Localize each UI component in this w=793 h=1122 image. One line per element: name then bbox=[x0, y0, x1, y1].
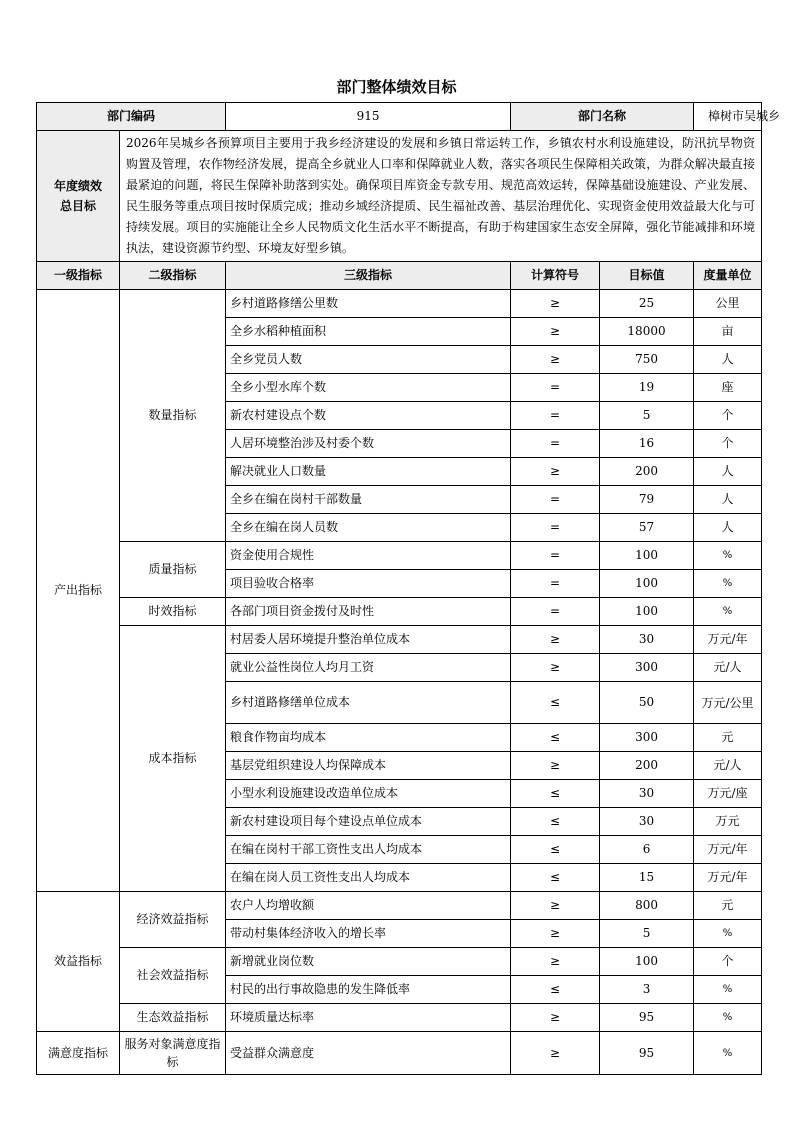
indicator-name: 各部门项目资金拨付及时性 bbox=[226, 598, 511, 626]
col-unit: 度量单位 bbox=[694, 262, 762, 290]
target-value: 15 bbox=[600, 864, 694, 892]
level1-benefit: 效益指标 bbox=[37, 892, 120, 1032]
unit: 元 bbox=[694, 724, 762, 752]
annual-goal-text: 2026年吴城乡各预算项目主要用于我乡经济建设的发展和乡镇日常运转工作，乡镇农村水利设施建设，防汛抗旱物资购置及管理，农作物经济发展，提高全乡就业人口率和保障就业人数，落实各项民生保障相关政策，为群众解决最直接最紧迫的问题，将民生保障补助落到实处。确保项目库资金专款专用、规范高效运转，保障基础设施建设、产业发展、民生服务等重点项目按时保质完成；推动乡域经济提质、民生福祉改善、基层治理优化、实现资金使用效益最大化与可持续发展。项目的实施能让全乡人民物质文化生活水平不断提高，有助于构建国家生态安全屏障，强化节能减排和环境执法，建设资源节约型、环境友好型乡镇。 bbox=[120, 131, 762, 262]
calc-symbol: ≥ bbox=[511, 290, 600, 318]
unit: 万元/公里 bbox=[694, 682, 762, 724]
table-row bbox=[37, 1032, 762, 1075]
indicator-name: 全乡水稻种植面积 bbox=[226, 318, 511, 346]
calc-symbol: ≥ bbox=[511, 892, 600, 920]
calc-symbol: ≤ bbox=[511, 976, 600, 1004]
dept-info-row bbox=[37, 103, 762, 131]
unit: 人 bbox=[694, 346, 762, 374]
indicator-name: 基层党组织建设人均保障成本 bbox=[226, 752, 511, 780]
col-level1: 一级指标 bbox=[37, 262, 120, 290]
calc-symbol: ≥ bbox=[511, 1032, 600, 1075]
unit: 万元 bbox=[694, 808, 762, 836]
indicator-name: 全乡党员人数 bbox=[226, 346, 511, 374]
level1-output: 产出指标 bbox=[37, 290, 120, 892]
unit: 座 bbox=[694, 374, 762, 402]
col-level2: 二级指标 bbox=[120, 262, 226, 290]
unit: 万元/座 bbox=[694, 780, 762, 808]
indicator-name: 资金使用合规性 bbox=[226, 542, 511, 570]
level1-satisfaction: 满意度指标 bbox=[37, 1032, 120, 1075]
annual-goal-row bbox=[37, 131, 762, 262]
unit: % bbox=[694, 542, 762, 570]
indicator-name: 新增就业岗位数 bbox=[226, 948, 511, 976]
indicator-name: 项目验收合格率 bbox=[226, 570, 511, 598]
indicator-name: 受益群众满意度 bbox=[226, 1032, 511, 1075]
calc-symbol: ≤ bbox=[511, 682, 600, 724]
indicator-name: 全乡在编在岗人员数 bbox=[226, 514, 511, 542]
calc-symbol: ≤ bbox=[511, 836, 600, 864]
calc-symbol: = bbox=[511, 570, 600, 598]
unit: 万元/年 bbox=[694, 626, 762, 654]
indicator-name: 解决就业人口数量 bbox=[226, 458, 511, 486]
unit: 元/人 bbox=[694, 654, 762, 682]
unit: % bbox=[694, 598, 762, 626]
target-value: 300 bbox=[600, 724, 694, 752]
indicator-name: 环境质量达标率 bbox=[226, 1004, 511, 1032]
target-value: 50 bbox=[600, 682, 694, 724]
annual-goal-label: 年度绩效总目标 bbox=[37, 131, 120, 262]
indicator-name: 新农村建设点个数 bbox=[226, 402, 511, 430]
unit: % bbox=[694, 570, 762, 598]
target-value: 5 bbox=[600, 402, 694, 430]
unit: 公里 bbox=[694, 290, 762, 318]
table-row bbox=[37, 598, 762, 626]
table-row bbox=[37, 290, 762, 318]
unit: 人 bbox=[694, 514, 762, 542]
target-value: 750 bbox=[600, 346, 694, 374]
table-row bbox=[37, 948, 762, 976]
indicator-name: 小型水利设施建设改造单位成本 bbox=[226, 780, 511, 808]
column-header-row bbox=[37, 262, 762, 290]
target-value: 30 bbox=[600, 780, 694, 808]
unit: 万元/年 bbox=[694, 864, 762, 892]
indicator-name: 在编在岗人员工资性支出人均成本 bbox=[226, 864, 511, 892]
unit: 人 bbox=[694, 486, 762, 514]
level2-economic: 经济效益指标 bbox=[120, 892, 226, 948]
unit: 亩 bbox=[694, 318, 762, 346]
unit: 个 bbox=[694, 430, 762, 458]
col-symbol: 计算符号 bbox=[511, 262, 600, 290]
dept-name-value: 樟树市吴城乡 bbox=[694, 103, 762, 131]
indicator-name: 新农村建设项目每个建设点单位成本 bbox=[226, 808, 511, 836]
col-target: 目标值 bbox=[600, 262, 694, 290]
table-row bbox=[37, 1004, 762, 1032]
calc-symbol: = bbox=[511, 542, 600, 570]
level2-social: 社会效益指标 bbox=[120, 948, 226, 1004]
dept-code-label: 部门编码 bbox=[37, 103, 226, 131]
level2-timeliness: 时效指标 bbox=[120, 598, 226, 626]
target-value: 100 bbox=[600, 570, 694, 598]
calc-symbol: ≥ bbox=[511, 318, 600, 346]
unit: % bbox=[694, 1004, 762, 1032]
indicator-name: 乡村道路修缮单位成本 bbox=[226, 682, 511, 724]
col-level3: 三级指标 bbox=[226, 262, 511, 290]
page-title: 部门整体绩效目标 bbox=[336, 78, 457, 96]
target-value: 95 bbox=[600, 1032, 694, 1075]
table-row bbox=[37, 542, 762, 570]
target-value: 200 bbox=[600, 458, 694, 486]
indicator-name: 带动村集体经济收入的增长率 bbox=[226, 920, 511, 948]
target-value: 16 bbox=[600, 430, 694, 458]
indicator-name: 农户人均增收额 bbox=[226, 892, 511, 920]
calc-symbol: = bbox=[511, 430, 600, 458]
calc-symbol: ≥ bbox=[511, 654, 600, 682]
target-value: 200 bbox=[600, 752, 694, 780]
unit: 人 bbox=[694, 458, 762, 486]
level2-quality: 质量指标 bbox=[120, 542, 226, 598]
target-value: 5 bbox=[600, 920, 694, 948]
level2-quantity: 数量指标 bbox=[120, 290, 226, 542]
indicator-name: 村居委人居环境提升整治单位成本 bbox=[226, 626, 511, 654]
calc-symbol: ≤ bbox=[511, 808, 600, 836]
indicator-name: 全乡小型水库个数 bbox=[226, 374, 511, 402]
target-value: 100 bbox=[600, 948, 694, 976]
calc-symbol: = bbox=[511, 486, 600, 514]
level2-service: 服务对象满意度指标 bbox=[120, 1032, 226, 1075]
level2-ecological: 生态效益指标 bbox=[120, 1004, 226, 1032]
unit: % bbox=[694, 976, 762, 1004]
target-value: 800 bbox=[600, 892, 694, 920]
target-value: 6 bbox=[600, 836, 694, 864]
target-value: 100 bbox=[600, 542, 694, 570]
calc-symbol: ≤ bbox=[511, 724, 600, 752]
calc-symbol: = bbox=[511, 402, 600, 430]
indicator-name: 就业公益性岗位人均月工资 bbox=[226, 654, 511, 682]
target-value: 30 bbox=[600, 626, 694, 654]
calc-symbol: = bbox=[511, 598, 600, 626]
unit: % bbox=[694, 920, 762, 948]
calc-symbol: ≥ bbox=[511, 948, 600, 976]
unit: 个 bbox=[694, 402, 762, 430]
target-value: 79 bbox=[600, 486, 694, 514]
target-value: 95 bbox=[600, 1004, 694, 1032]
calc-symbol: ≤ bbox=[511, 780, 600, 808]
calc-symbol: ≥ bbox=[511, 1004, 600, 1032]
dept-name-label: 部门名称 bbox=[511, 103, 694, 131]
calc-symbol: ≤ bbox=[511, 864, 600, 892]
performance-table bbox=[36, 102, 781, 1075]
calc-symbol: ≥ bbox=[511, 458, 600, 486]
level2-cost: 成本指标 bbox=[120, 626, 226, 892]
target-value: 57 bbox=[600, 514, 694, 542]
target-value: 30 bbox=[600, 808, 694, 836]
unit: % bbox=[694, 1032, 762, 1075]
indicator-name: 粮食作物亩均成本 bbox=[226, 724, 511, 752]
target-value: 3 bbox=[600, 976, 694, 1004]
calc-symbol: ≥ bbox=[511, 346, 600, 374]
unit: 元/人 bbox=[694, 752, 762, 780]
calc-symbol: = bbox=[511, 514, 600, 542]
target-value: 100 bbox=[600, 598, 694, 626]
indicator-name: 在编在岗村干部工资性支出人均成本 bbox=[226, 836, 511, 864]
calc-symbol: ≥ bbox=[511, 920, 600, 948]
unit: 元 bbox=[694, 892, 762, 920]
indicator-name: 全乡在编在岗村干部数量 bbox=[226, 486, 511, 514]
table-row bbox=[37, 626, 762, 654]
indicator-name: 村民的出行事故隐患的发生降低率 bbox=[226, 976, 511, 1004]
table-row bbox=[37, 892, 762, 920]
target-value: 19 bbox=[600, 374, 694, 402]
unit: 个 bbox=[694, 948, 762, 976]
calc-symbol: = bbox=[511, 374, 600, 402]
indicator-name: 乡村道路修缮公里数 bbox=[226, 290, 511, 318]
indicator-name: 人居环境整治涉及村委个数 bbox=[226, 430, 511, 458]
target-value: 18000 bbox=[600, 318, 694, 346]
target-value: 300 bbox=[600, 654, 694, 682]
calc-symbol: ≥ bbox=[511, 626, 600, 654]
calc-symbol: ≥ bbox=[511, 752, 600, 780]
unit: 万元/年 bbox=[694, 836, 762, 864]
target-value: 25 bbox=[600, 290, 694, 318]
dept-code-value: 915 bbox=[226, 103, 511, 131]
